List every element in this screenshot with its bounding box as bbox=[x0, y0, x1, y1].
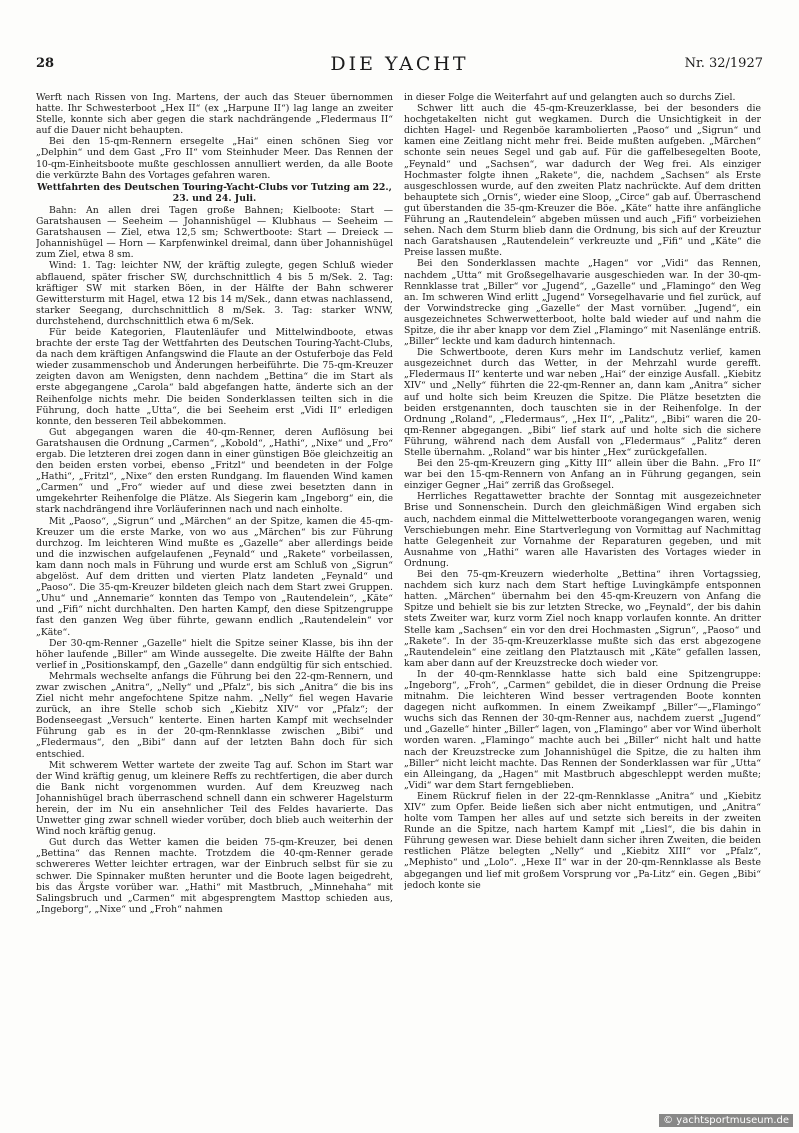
right-column bbox=[404, 92, 761, 1112]
left-column bbox=[36, 92, 393, 1112]
paragraph: Bei den 75-qm-Kreuzern wiederholte „Bettina“ ihren Vortagssieg, nachdem sich kurz nach dem Start heftige Luvingkämpfe entsponnen hatten. „Märchen“ übernahm bei den 45-qm-Kreuzern von Anfang die Spitze und behielt sie bis zur letzten Strecke, wo „Feynald“, der bis dahin stets Zweiter war, kurz vorm Ziel noch knapp vorlaufen konnte. An dritter Stelle kam „Sachsen“ ein vor den drei Hochmasten „Sigrun“, „Paoso“ und „Rakete“. In der 35-qm-Kreuzerklasse mußte sich das erst abgezogene „Rautendelein“ eine zeitlang den Platztausch mit „Käte“ gefallen lassen, kam aber dann auf der Kreuzstrecke doch wieder vor. bbox=[404, 569, 761, 669]
paragraph: Für beide Kategorien, Flautenläufer und Mittelwindboote, etwas brachte der erste Tag der Wettfahrten des Deutschen Touring-Yacht-Clubs, da nach dem kräftigen Anfangswind die Flaute an der Ostuferboje das Feld wieder zusammenschob und Änderungen herbeiführte. Die 75-qm-Kreuzer zeigten davon am Wenigsten, denn nachdem „Bettina“ die im Start als erste abgegangene „Carola“ bald abgefangen hatte, änderte sich an der Reihenfolge nichts mehr. Die beiden Sonderklassen teilten sich in die Führung, doch hatte „Utta“, die bei Seeheim erst „Vidi II“ erledigen konnte, den besseren Teil abbekommen. bbox=[36, 326, 393, 427]
paragraph: Mit „Paoso“, „Sigrun“ und „Märchen“ an der Spitze, kamen die 45-qm-Kreuzer um die erste Marke, von wo aus „Märchen“ bis zur Führung durchzog. Im leichteren Wind mußte es „Gazelle“ aber allerdings beide und die inzwischen aufgelaufenen „Feynald“ und „Rakete“ vorbeilassen, kam dann noch mals in Führung und wurde erst am Schluß von „Sigrun“ abgelöst. Auf dem dritten und vierten Platz landeten „Feynald“ und „Paoso“. Die 35-qm-Kreuzer bildeten gleich nach dem Start zwei Gruppen. „Uhu“ und „Annemarie“ konnten das Tempo von „Rautendelein“, „Käte“ und „Fifi“ nicht durchhalten. Den harten Kampf, den diese Spitzengruppe fast den ganzen Weg über führte, gewann endlich „Rautendelein“ vor „Käte“. bbox=[36, 515, 393, 638]
paragraph: Bei den 25-qm-Kreuzern ging „Kitty III“ allein über die Bahn. „Fro II“ war bei den 15-qm-Rennern von Anfang an in Führung gegangen, sein einziger Gegner „Hai“ zerriß das Großsegel. bbox=[404, 458, 761, 492]
magazine-title: DIE YACHT bbox=[330, 53, 469, 75]
watermark: © yachtsportmuseum.de bbox=[659, 1114, 793, 1127]
paragraph: Bei den 15-qm-Rennern ersegelte „Hai“ einen schönen Sieg vor „Delphin“ und dem Gast „Fro II“ vom Steinhuder Meer. Das Rennen der 10-qm-Einheitsboote mußte geschlossen annulliert werden, da alle Boote die verkürzte Bahn des Vortages gefahren waren. bbox=[36, 136, 393, 181]
paragraph: Mehrmals wechselte anfangs die Führung bei den 22-qm-Rennern, und zwar zwischen „Anitra“, „Nelly“ und „Pfalz“, bis sich „Anitra“ die bis ins Ziel nicht mehr angefochtene Spitze nahm. „Nelly“ fiel wegen Havarie zurück, an ihre Stelle schob sich „Kiebitz XIV“ vor „Pfalz“; der Bodenseegast „Versuch“ kenterte. Einen harten Kampf mit wechselnder Führung gab es in der 20-qm-Rennklasse zwischen „Bibi“ und „Fledermaus“, den „Bibi“ dann auf der letzten Bahn doch für sich entschied. bbox=[36, 670, 393, 760]
paragraph: Werft nach Rissen von Ing. Martens, der auch das Steuer übernommen hatte. Ihr Schwesterboot „Hex II“ (ex „Harpune II“) lag lange an zweiter Stelle, konnte sich aber gegen die stark nachdrängende „Fledermaus II“ auf die Dauer nicht behaupten. bbox=[36, 92, 393, 137]
section-heading: Wettfahrten des Deutschen Touring-Yacht-Clubs vor Tutzing am 22., 23. und 24. Juli. bbox=[37, 181, 392, 204]
paragraph: Herrliches Regattawetter brachte der Sonntag mit ausgezeichneter Brise und Sonnenschein. Durch den gleichmäßigen Wind ergaben sich auch, nachdem einmal die Mittelwetterboote vorangegangen waren, wenig Verschiebungen mehr. Eine Startverlegung von Vormittag auf Nachmittag hatte Gelegenheit zur Vornahme der Reparaturen gegeben, und mit Ausnahme von „Hathi“ waren alle Havaristen des Vortages wieder in Ordnung. bbox=[404, 491, 761, 569]
issue-number: Nr. 32/1927 bbox=[684, 56, 763, 71]
paragraph: Gut abgegangen waren die 40-qm-Renner, deren Auflösung bei Garatshausen die Ordnung „Carmen“, „Kobold“, „Hathi“, „Nixe“ und „Fro“ ergab. Die letzteren drei zogen dann in einer günstigen Böe gleichzeitig an den beiden ersten vorbei, ebenso „Fritzl“ und beendeten in der Folge „Hathi“, „Fritzl“, „Nixe“ den ersten Rundgang. Im flauenden Wind kamen „Carmen“ und „Fro“ wieder auf und diese zwei besetzten dann in umgekehrter Reihenfolge die Plätze. Als Siegerin kam „Ingeborg“ ein, die stark nachdrängend ihre Vorläuferinnen nach und nach einholte. bbox=[36, 426, 393, 516]
paragraph: Der 30-qm-Renner „Gazelle“ hielt die Spitze seiner Klasse, bis ihn der höher laufende „Biller“ am Winde aussegelte. Die zweite Hälfte der Bahn verlief in „Positionskampf, den „Gazelle“ dann endgültig für sich entschied. bbox=[36, 637, 393, 671]
paragraph: Schwer litt auch die 45-qm-Kreuzerklasse, bei der besonders die hochgetakelten nicht gut wegkamen. Durch die Unsichtigkeit in der dichten Hagel- und Regenböe karambolierten „Paoso“ und „Sigrun“ und kamen eine Zeitlang nicht mehr frei. Beide mußten aufgeben. „Märchen“ schonte sein neues Segel und gab auf. Für die gaffelbesegelten Boote, „Feynald“ und „Sachsen“, war dadurch der Weg frei. Als einziger Hochmaster folgte ihnen „Rakete“, die, nachdem „Sachsen“ als Erste ausgeschlossen wurde, auf den zweiten Platz nachrückte. Auf dem dritten behauptete sich „Ornis“, wieder eine Sloop, „Circe“ gab auf. Überraschend gut überstanden die 35-qm-Kreuzer die Böe. „Käte“ hatte ihre anfängliche Führung an „Rautendelein“ abgeben müssen und auch „Fifi“ vorbeiziehen sehen. Nach dem Sturm blieb dann die Ordnung, bis sich auf der Kreuztur nach Garatshausen „Rautendelein“ verkreuzte und „Fifi“ und „Käte“ die Preise lassen mußte. bbox=[404, 103, 761, 259]
paragraph: in dieser Folge die Weiterfahrt auf und gelangten auch so durchs Ziel. bbox=[404, 92, 736, 103]
page-header bbox=[36, 53, 763, 78]
paragraph: Wind: 1. Tag: leichter NW, der kräftig zulegte, gegen Schluß wieder abflauend, später frischer SW, durchschnittlich 4 bis 5 m/Sek. 2. Tag: kräftiger SW mit starken Böen, in der Hälfte der Bahn schwerer Gewittersturm mit Hagel, etwa 12 bis 14 m/Sek., dann etwas nachlassend, starker Seegang, durchschnittlich 8 m/Sek. 3. Tag: starker WNW, durchstehend, durchschnittlich etwa 6 m/Sek. bbox=[36, 260, 393, 327]
paragraph: Einem Rückruf fielen in der 22-qm-Rennklasse „Anitra“ und „Kiebitz XIV“ zum Opfer. Beide ließen sich aber nicht entmutigen, und „Anitra“ holte vom Tampen her alles auf und setzte sich bereits in der zweiten Runde an die Spitze, nach hartem Kampf mit „Liesl“, die bis dahin in Führung gewesen war. Diese behielt dann sicher ihren Zweiten, die beiden restlichen Plätze belegten „Nelly“ und „Kiebitz XIII“ vor „Pfalz“, „Mephisto“ und „Lolo“. „Hexe II“ war in der 20-qm-Rennklasse als Beste abgegangen und lief mit großem Vorsprung vor „Pa-Litz“ ein. Gegen „Bibi“ jedoch konte sie bbox=[404, 790, 761, 891]
paragraph: Die Schwertboote, deren Kurs mehr im Landschutz verlief, kamen ausgezeichnet durch das Wetter, in der Mehrzahl wurde gerefft. „Fledermaus II“ kenterte und war neben „Hai“ der einzige Ausfall. „Kiebitz XIV“ und „Nelly“ führten die 22-qm-Renner an, dann kam „Anitra“ sicher auf und holte sich beim Kreuzen die Spitze. Die Plätze besetzten die beiden erstgenannten, doch tauschten sie in der Reihenfolge. In der Ordnung „Roland“, „Fledermaus“, „Hex II“, „Palitz“, „Bibi“ waren die 20-qm-Renner abgegangen. „Bibi“ lief stark auf und holte sich die sichere Führung, während nach dem Ausfall von „Fledermaus“ „Palitz“ deren Stelle übernahm. „Roland“ war bis hinter „Hex“ zurückgefallen. bbox=[404, 347, 761, 458]
paragraph: Gut durch das Wetter kamen die beiden 75-qm-Kreuzer, bei denen „Bettina“ das Rennen machte. Trotzdem die 40-qm-Renner gerade schwereres Wetter leichter ertragen, war der Einbruch selbst für sie zu schwer. Die Spinnaker mußten herunter und die Boote lagen beigedreht, bis das Ärgste vorüber war. „Hathi“ mit Mastbruch, „Minnehaha“ mit Salingsbruch und „Carmen“ mit abgesprengtem Masttop schieden aus, „Ingeborg“, „Nixe“ und „Froh“ nahmen bbox=[36, 837, 393, 915]
paragraph: Bei den Sonderklassen machte „Hagen“ vor „Vidi“ das Rennen, nachdem „Utta“ mit Großsegelhavarie ausgeschieden war. In der 30-qm-Rennklasse trat „Biller“ vor „Jugend“, „Gazelle“ und „Flamingo“ den Weg an. Im schweren Wind erlitt „Jugend“ Vorsegelhavarie und fiel zurück, auf der Vorwindstrecke ging „Gazelle“ der Mast vornüber. „Jugend“, ein ausgezeichnetes Schwerwetterboot, holte bald wieder auf und nahm die Spitze, die ihr aber knapp vor dem Ziel „Flamingo“ mit Nasenlänge entriß. „Biller“ leckte und kam dadurch hintennach. bbox=[404, 258, 761, 348]
paragraph: In der 40-qm-Rennklasse hatte sich bald eine Spitzengruppe: „Ingeborg“, „Froh“, „Carmen“ gebildet, die in dieser Ordnung die Preise mitnahm. Die leichteren Wind besser vertragenden Boote konnten dagegen nicht aufkommen. In einem Zweikampf „Biller“—„Flamingo“ wuchs sich das Rennen der 30-qm-Renner aus, nachdem zuerst „Jugend“ und „Gazelle“ hinter „Biller“ lagen, von „Flamingo“ aber vor Wind überholt worden waren. „Flamingo“ machte auch bei „Biller“ nicht halt und hatte nach der Kreuzstrecke zum Johannishügel die Spitze, die zu halten ihm „Biller“ nicht leicht machte. Das Rennen der Sonderklassen war für „Utta“ ein Alleingang, da „Hagen“ mit Mastbruch abgeschleppt werden mußte; „Vidi“ war dem Start ferngeblieben. bbox=[404, 668, 761, 791]
paragraph: Bahn: An allen drei Tagen große Bahnen; Kielboote: Start — Garatshausen — Seeheim — Johannishügel — Klubhaus — Seeheim — Garatshausen — Ziel, etwa 12,5 sm; Schwertboote: Start — Dreieck — Johannishügel — Horn — Karpfenwinkel dreimal, dann über Johannishügel zum Ziel, etwa 8 sm. bbox=[36, 204, 393, 261]
page-number: 28 bbox=[36, 56, 55, 71]
paragraph: Mit schwerem Wetter wartete der zweite Tag auf. Schon im Start war der Wind kräftig genug, um kleinere Reffs zu rechtfertigen, die aber durch die Bank nicht vorgenommen wurden. Auf dem Kreuzweg nach Johannishügel brach überraschend schnell dann ein schwerer Hagelsturm herein, der im Nu ein ansehnlicher Teil des Feldes havarierte. Das Unwetter ging zwar schnell wieder vorüber, doch blieb auch weiterhin der Wind noch kräftig genug. bbox=[36, 759, 393, 838]
